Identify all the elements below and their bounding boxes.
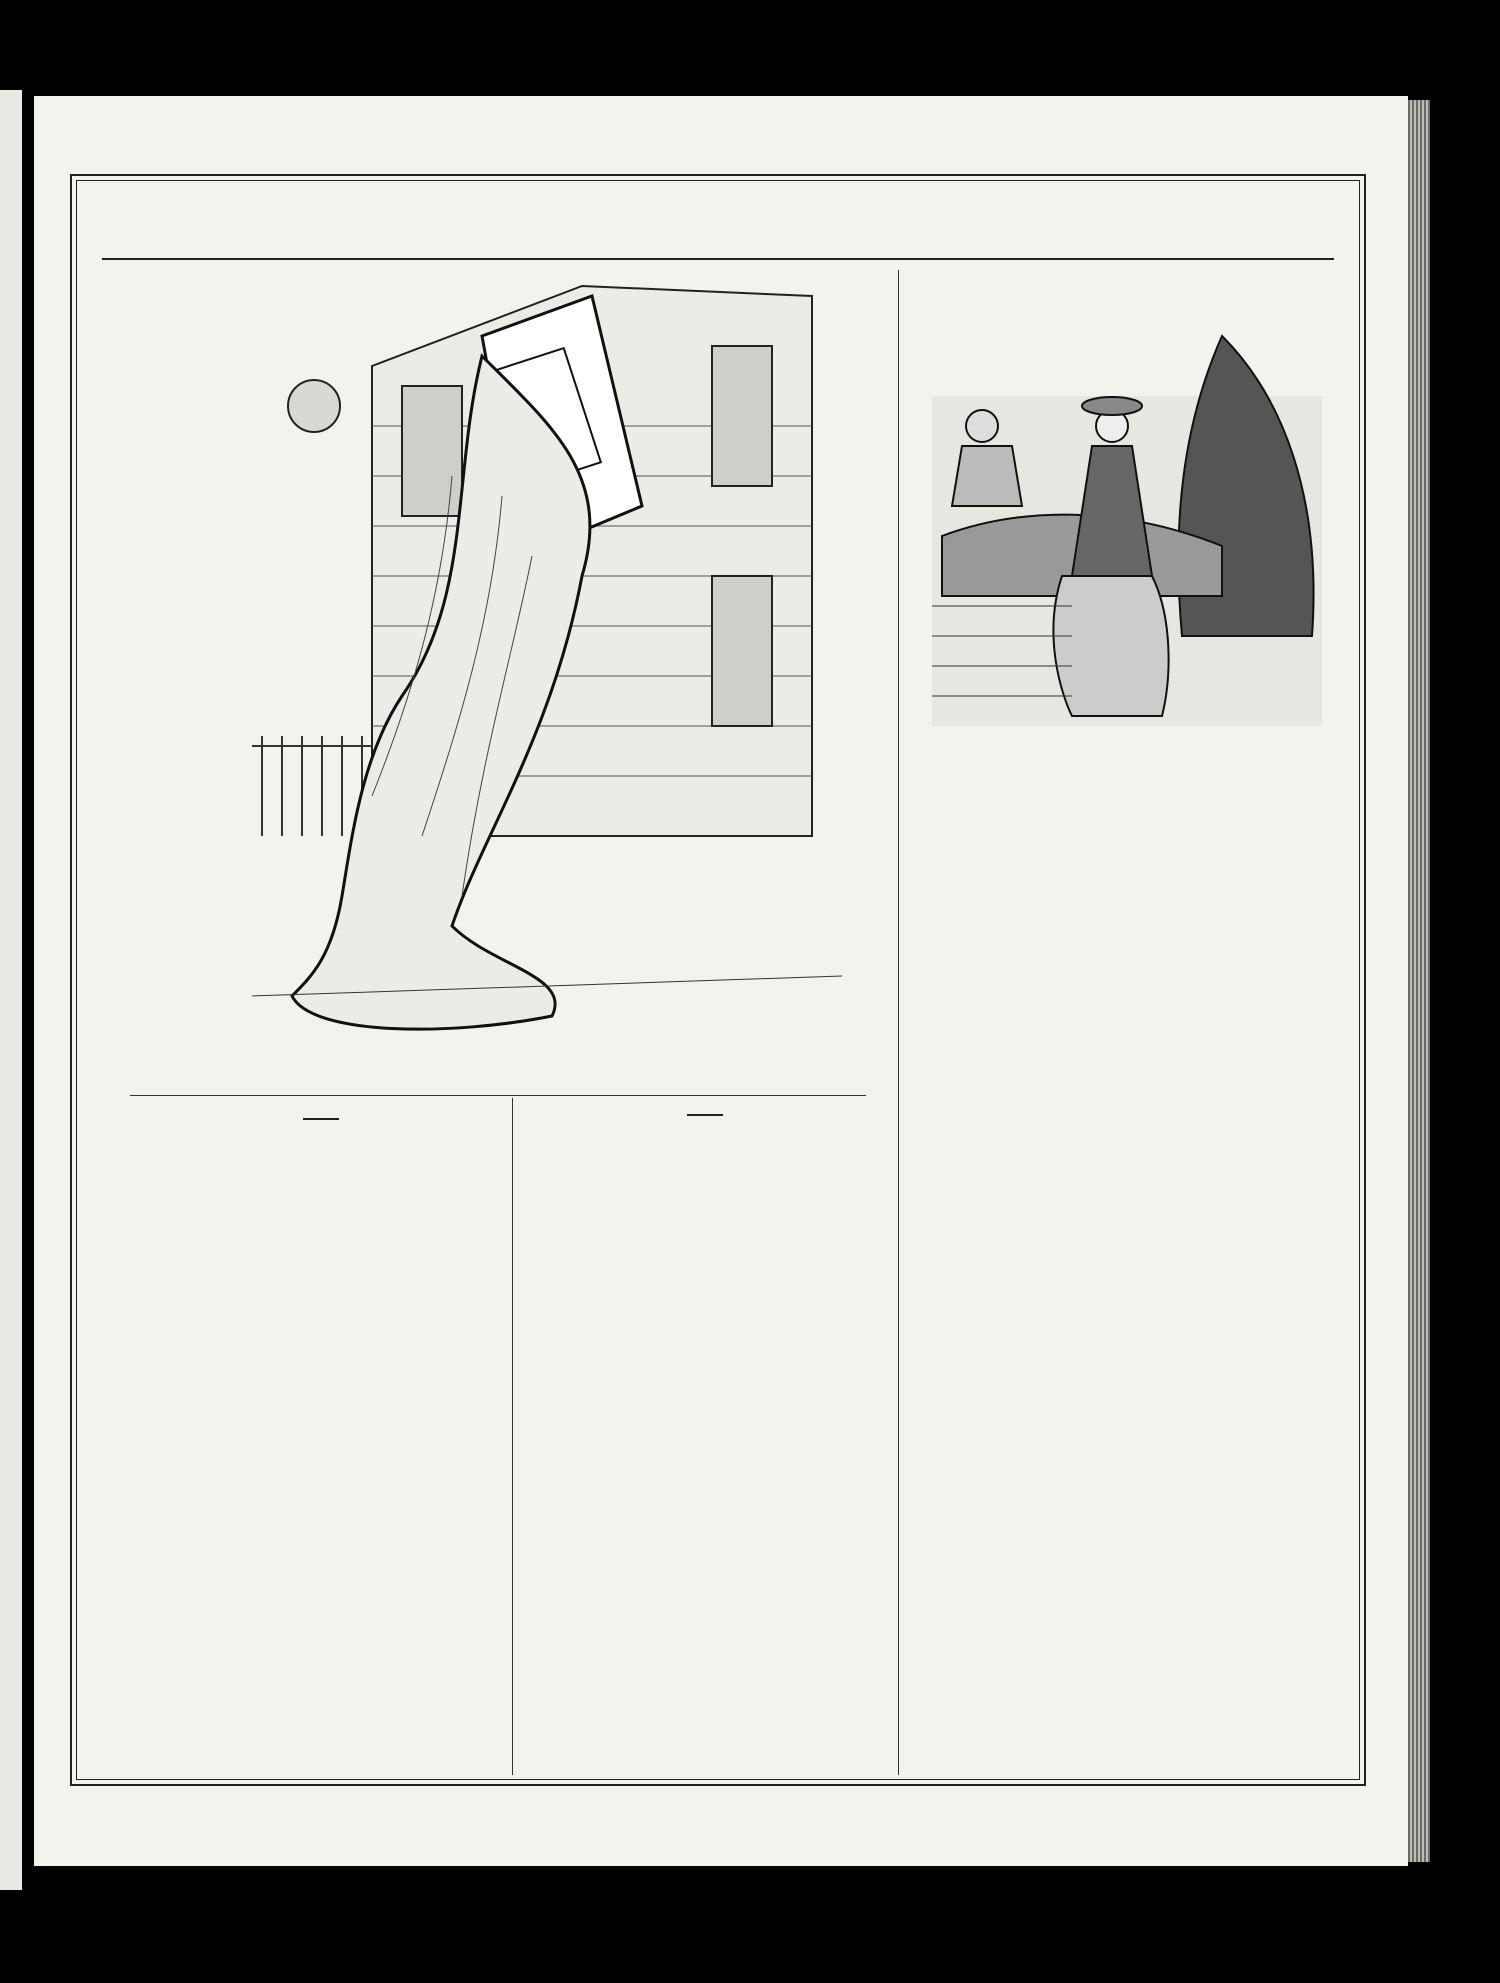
page-stack-edge [1408,100,1430,1862]
page-border [70,174,1366,1786]
caption-rule [130,1095,866,1096]
facing-page-edge [0,90,22,1890]
magazine-page [34,96,1408,1866]
court-scene-column [524,1098,886,1130]
header-rule [102,258,1334,260]
section-rule [303,1118,339,1120]
pennyfeather-illustration [922,276,1332,736]
divider-left-middle [512,1098,513,1775]
divider-top-right [898,270,899,1775]
piano-stocking-illustration [252,276,842,1066]
section-rule-middle [687,1114,723,1116]
poem-column [146,1106,496,1130]
